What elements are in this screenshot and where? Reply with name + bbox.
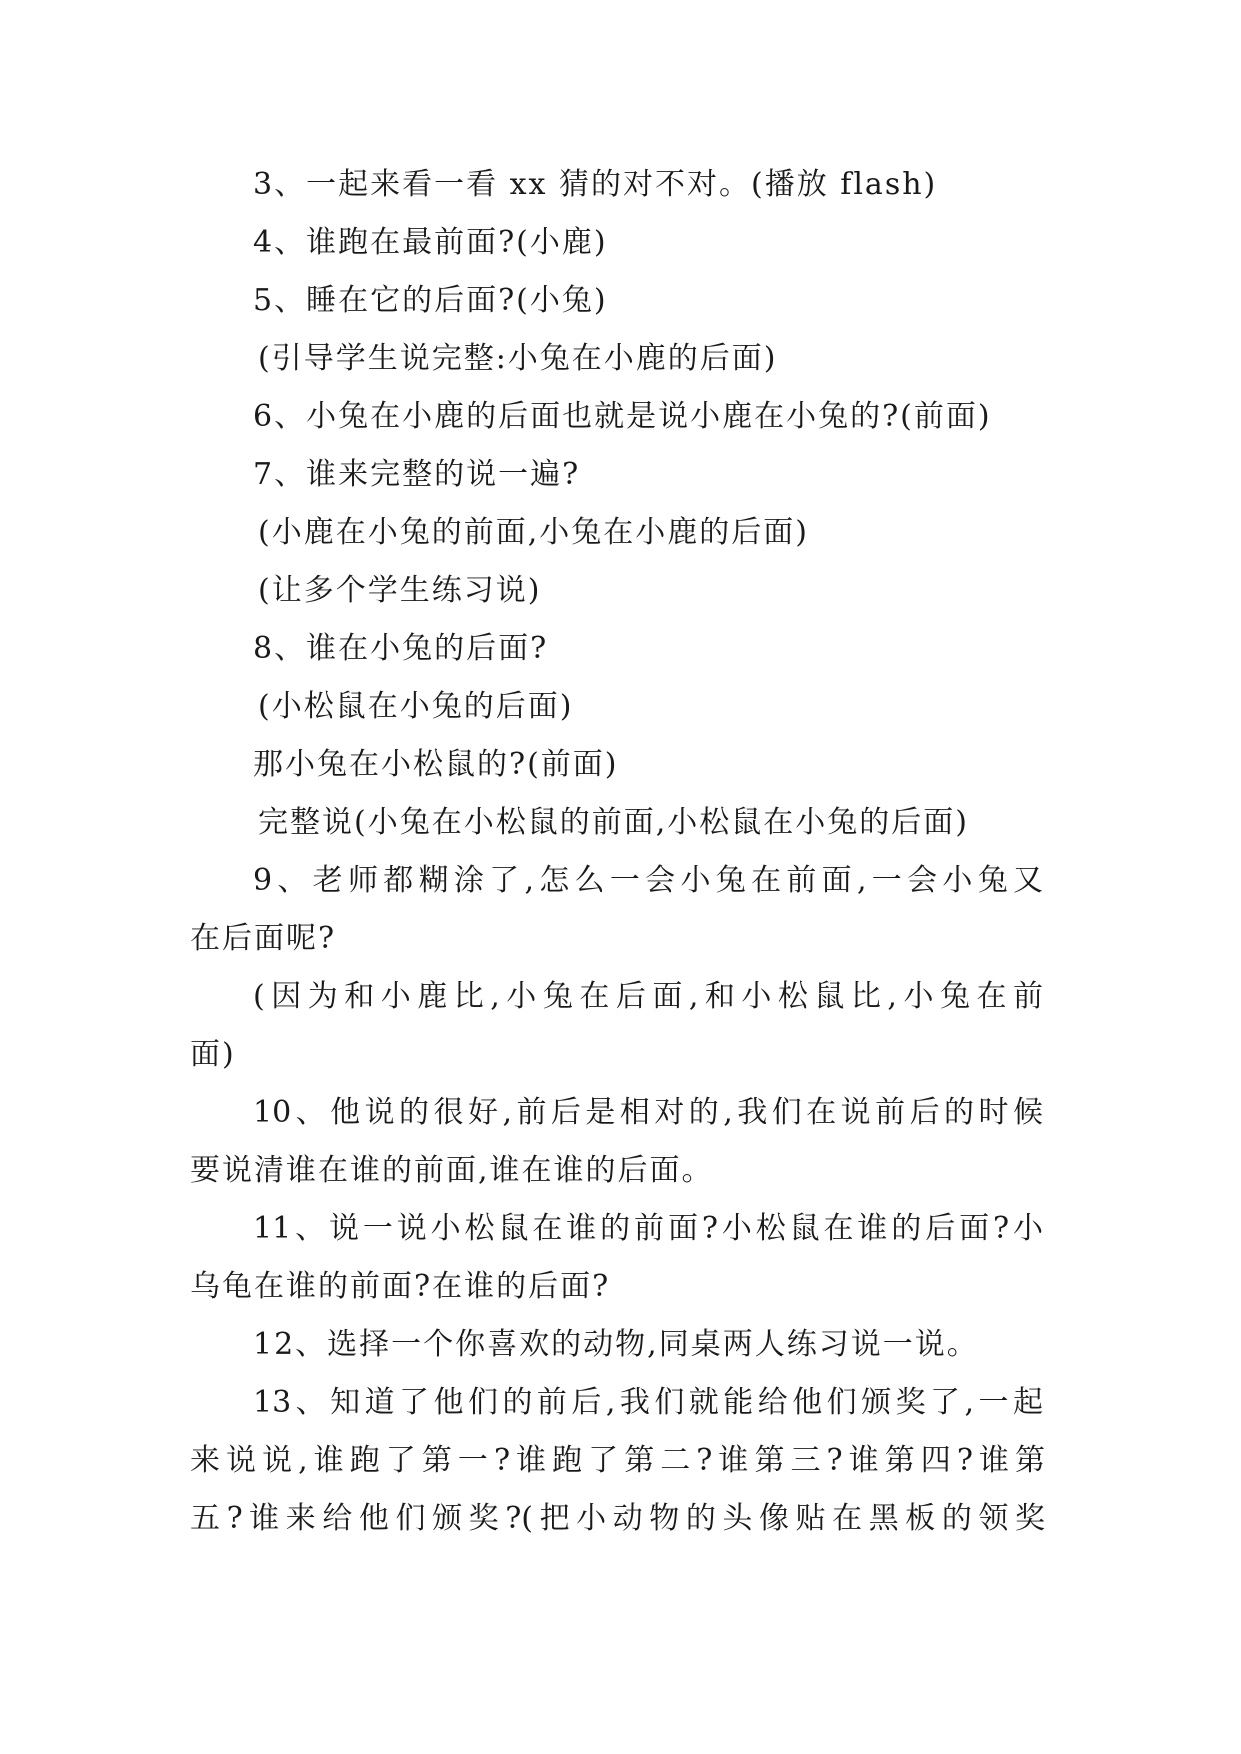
text-line-8: (让多个学生练习说) [258, 573, 542, 608]
text-line-21: 12、选择一个你喜欢的动物,同桌两人练习说一说。 [253, 1327, 979, 1362]
text-line-11: 那小兔在小松鼠的?(前面) [253, 747, 619, 782]
text-line-12: 完整说(小兔在小松鼠的前面,小松鼠在小兔的后面) [258, 805, 969, 840]
text-line-9: 8、谁在小兔的后面? [253, 631, 549, 666]
text-line-7: (小鹿在小兔的前面,小兔在小鹿的后面) [258, 515, 809, 550]
text-line-1: 3、一起来看一看 xx 猜的对不对。(播放 flash) [253, 167, 938, 202]
text-line-18: 要说清谁在谁的前面,谁在谁的后面。 [190, 1153, 714, 1188]
text-line-24: 五?谁来给他们颁奖?(把小动物的头像贴在黑板的领奖 [190, 1501, 1045, 1536]
text-line-23: 来说说,谁跑了第一?谁跑了第二?谁第三?谁第四?谁第 [190, 1443, 1045, 1478]
text-line-16: 面) [190, 1037, 236, 1072]
text-line-19: 11、说一说小松鼠在谁的前面?小松鼠在谁的后面?小 [253, 1211, 1043, 1246]
text-line-15: (因为和小鹿比,小兔在后面,和小松鼠比,小兔在前 [253, 979, 1043, 1014]
text-line-22: 13、知道了他们的前后,我们就能给他们颁奖了,一起 [253, 1385, 1043, 1420]
text-line-6: 7、谁来完整的说一遍? [253, 457, 581, 492]
text-line-3: 5、睡在它的后面?(小兔) [253, 283, 608, 318]
text-line-17: 10、他说的很好,前后是相对的,我们在说前后的时候 [253, 1095, 1043, 1130]
text-line-2: 4、谁跑在最前面?(小鹿) [253, 225, 608, 260]
text-line-10: (小松鼠在小兔的后面) [258, 689, 574, 724]
text-line-13: 9、老师都糊涂了,怎么一会小兔在前面,一会小兔又 [253, 863, 1043, 898]
text-line-20: 乌龟在谁的前面?在谁的后面? [190, 1269, 611, 1304]
text-line-5: 6、小兔在小鹿的后面也就是说小鹿在小兔的?(前面) [253, 399, 992, 434]
text-line-14: 在后面呢? [190, 921, 337, 956]
text-line-4: (引导学生说完整:小兔在小鹿的后面) [258, 341, 778, 376]
